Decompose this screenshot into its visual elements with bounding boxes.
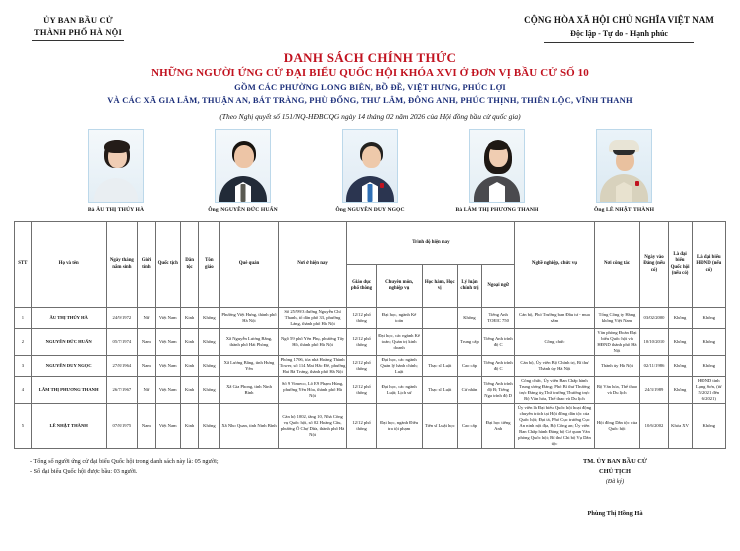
cell-politics: Cao cấp: [457, 404, 481, 449]
cell-specialty: Đại học, các ngành Luật; Lịch sử: [376, 377, 422, 404]
national-motto: Độc lập - Tự do - Hạnh phúc: [570, 29, 668, 38]
national-heading: [524, 14, 714, 43]
candidate-photo-5: [568, 129, 680, 213]
th-name: Họ và tên: [31, 222, 106, 308]
cell-stt: 5: [15, 404, 32, 449]
cell-nationality: Việt Nam: [155, 404, 180, 449]
portrait-fringe: [488, 141, 508, 150]
cell-nationality: Việt Nam: [155, 329, 180, 356]
cell-name: ÂU THỊ THÚY HÀ: [31, 308, 106, 329]
signature-role: CHỦ TỊCH: [598, 468, 632, 475]
table-group-header-row: [15, 222, 726, 265]
th-party-date: Ngày vào Đảng (nếu có): [640, 222, 668, 308]
page-subtitle: NHỮNG NGƯỜI ỨNG CỬ ĐẠI BIỂU QUỐC HỘI KHÓA XVI Ở ĐƠN VỊ BẦU CỬ SỐ 10: [151, 67, 589, 79]
cell-hdnd-deputy: Không: [692, 329, 725, 356]
cell-dob: 26/7/1967: [106, 377, 137, 404]
cell-gender: Nam: [137, 404, 155, 449]
constituency-wards: GỒM CÁC PHƯỜNG LONG BIÊN, BỒ ĐỀ, VIỆT HƯNG, PHÚC LỢI: [234, 82, 506, 92]
cell-education: 12/12 phổ thông: [347, 377, 376, 404]
cell-dob: 24/9/1972: [106, 308, 137, 329]
th-hdnd-deputy: Là đại biểu HĐND (nếu có): [692, 222, 725, 308]
cell-name: LÂM THỊ PHƯƠNG THANH: [31, 377, 106, 404]
table-row: [15, 329, 726, 356]
portrait-tie: [368, 184, 373, 202]
cell-hometown: Xã Nguyễn Lương Bằng, thành phố Hải Phòng: [220, 329, 278, 356]
cell-academic: [422, 329, 457, 356]
candidate-photo-3: [314, 129, 426, 213]
th-ethnicity: Dân tộc: [180, 222, 199, 308]
th-nationality: Quốc tịch: [155, 222, 180, 308]
candidate-photo-2: [187, 129, 299, 213]
th-religion: Tôn giáo: [199, 222, 220, 308]
th-language: Ngoại ngữ: [481, 265, 514, 308]
th-qualification-group: Trình độ hiện nay: [347, 222, 515, 265]
authority-line-2: THÀNH PHỐ HÀ NỘI: [34, 27, 122, 37]
cell-residence: Căn hộ 1002, tầng 10, Nhà Công vụ Quốc hội, số 02 Hoàng Cầu, phường Ô Chợ Dừa, thành phố Hà Nội: [278, 404, 347, 449]
motto-underline: [544, 42, 694, 43]
cell-residence: Số 25/99/3 đường Nguyễn Chí Thanh, tổ dân phố 33, phường Láng, thành phố Hà Nội: [278, 308, 347, 329]
cell-workplace: Hội đồng Dân tộc của Quốc hội: [594, 404, 640, 449]
candidate-photo-row: [60, 129, 680, 213]
cell-gender: Nam: [137, 356, 155, 377]
th-residence: Nơi ở hiện nay: [278, 222, 347, 308]
cell-party-date: 10/6/2002: [640, 404, 668, 449]
cell-residence: Số 9 Vimeco, Lô E9 Phạm Hùng, phường Yên Hòa, thành phố Hà Nội: [278, 377, 347, 404]
cell-dob: 05/7/1974: [106, 329, 137, 356]
cell-workplace: Bộ Văn hóa, Thể thao và Du lịch: [594, 377, 640, 404]
constituency-communes: VÀ CÁC XÃ GIA LÂM, THUẬN AN, BÁT TRÀNG, PHÙ ĐỔNG, THƯ LÂM, ĐÔNG ANH, PHÚC THỊNH, THIÊN LỘC, VĨNH THANH: [107, 95, 633, 105]
th-gender: Giới tính: [137, 222, 155, 308]
cell-dob: 07/8/1975: [106, 404, 137, 449]
portrait-frame: [88, 129, 144, 203]
table-row: [15, 308, 726, 329]
cell-party-date: 24/3/1989: [640, 377, 668, 404]
cell-ethnicity: Kinh: [180, 329, 199, 356]
cell-hdnd-deputy: Không: [692, 404, 725, 449]
cell-na-deputy: Khóa XV: [668, 404, 692, 449]
candidate-table-body: [15, 308, 726, 449]
cell-academic: Tiến sĩ Luật học: [422, 404, 457, 449]
signature-name: Phùng Thị Hồng Hà: [587, 510, 643, 517]
document-header: [14, 10, 726, 43]
issuing-authority: [32, 14, 124, 41]
cell-na-deputy: Không: [668, 308, 692, 329]
portrait-frame: [596, 129, 652, 203]
cell-stt: 1: [15, 308, 32, 329]
cell-language: Tiếng Anh trình độ B; Tiếng Nga trình độ D: [481, 377, 514, 404]
authority-underline: [32, 40, 124, 41]
footer-notes: [30, 457, 219, 519]
cell-hometown: Phường Việt Hưng, thành phố Hà Nội: [220, 308, 278, 329]
cell-nationality: Việt Nam: [155, 308, 180, 329]
cell-politics: Cử nhân: [457, 377, 481, 404]
portrait-face: [234, 145, 254, 168]
cell-na-deputy: Không: [668, 356, 692, 377]
th-workplace: Nơi công tác: [594, 222, 640, 308]
cell-gender: Nữ: [137, 377, 155, 404]
cell-hdnd-deputy: HĐND tỉnh Lạng Sơn, (từ 5/2021 đến 6/2021): [692, 377, 725, 404]
cell-gender: Nam: [137, 329, 155, 356]
cell-politics: Cao cấp: [457, 356, 481, 377]
candidate-photo-4: [441, 129, 553, 213]
title-block: [14, 50, 726, 122]
cell-workplace: Tổng Công ty Hàng không Việt Nam: [594, 308, 640, 329]
candidate-photo-caption: Ông LÊ NHẬT THÀNH: [593, 207, 655, 213]
portrait-fringe: [104, 140, 130, 153]
cell-hdnd-deputy: Không: [692, 308, 725, 329]
cell-stt: 2: [15, 329, 32, 356]
cell-academic: Thạc sĩ Luật: [422, 377, 457, 404]
cell-education: 12/12 phổ thông: [347, 356, 376, 377]
portrait-lapel-badge: [380, 183, 384, 188]
cell-education: 12/12 phổ thông: [347, 308, 376, 329]
cell-na-deputy: Không: [668, 377, 692, 404]
cell-hometown: Xã Gia Phong, tỉnh Ninh Bình: [220, 377, 278, 404]
th-na-deputy: Là đại biểu Quốc hội (nếu có): [668, 222, 692, 308]
cell-religion: Không: [199, 377, 220, 404]
cell-hometown: Xã Lương Bằng, tỉnh Hưng Yên: [220, 356, 278, 377]
cell-name: NGUYỄN DUY NGỌC: [31, 356, 106, 377]
cell-ethnicity: Kinh: [180, 404, 199, 449]
th-stt: STT: [15, 222, 32, 308]
cell-religion: Không: [199, 356, 220, 377]
cell-ethnicity: Kinh: [180, 377, 199, 404]
portrait-frame: [469, 129, 525, 203]
cell-ethnicity: Kinh: [180, 308, 199, 329]
page-title: DANH SÁCH CHÍNH THỨC: [283, 50, 457, 65]
cell-language: Tiếng Anh TOEIC 750: [481, 308, 514, 329]
candidate-photo-caption: Bà LÂM THỊ PHƯƠNG THANH: [455, 207, 539, 213]
signature-signed-mark: (Đã ký): [605, 479, 625, 485]
cell-occupation: Công chức, Ủy viên Ban Chấp hành Trung ương Đảng; Phó Bí thư Thường trực Đảng ủy,Thứ trưởng Thường trực Bộ Văn hóa, Thể thao và Du lịch: [515, 377, 594, 404]
portrait-cap-visor: [613, 150, 635, 155]
th-dob: Ngày tháng năm sinh: [106, 222, 137, 308]
cell-politics: Trung cấp: [457, 329, 481, 356]
cell-language: Tiếng Anh trình độ C: [481, 329, 514, 356]
cell-hdnd-deputy: Không: [692, 356, 725, 377]
cell-specialty: Đại học, các ngành Quản lý hành chính; Luật: [376, 356, 422, 377]
candidate-photo-caption: Bà ÂU THỊ THÚY HÀ: [87, 207, 145, 213]
table-row: [15, 356, 726, 377]
cell-party-date: 03/02/2000: [640, 308, 668, 329]
cell-name: NGUYỄN ĐỨC HUẤN: [31, 329, 106, 356]
candidate-table: [14, 221, 726, 449]
cell-dob: 27/8/1964: [106, 356, 137, 377]
authority-line-1: ỦY BAN BẦU CỬ: [43, 15, 113, 25]
th-academic: Học hàm, Học vị: [422, 265, 457, 308]
table-row: [15, 377, 726, 404]
cell-workplace: Văn phòng Đoàn Đại biểu Quốc hội và HĐND thành phố Hà Nội: [594, 329, 640, 356]
cell-gender: Nữ: [137, 308, 155, 329]
cell-occupation: Cán bộ, Ủy viên Bộ Chính trị, Bí thư Thành ủy Hà Nội: [515, 356, 594, 377]
portrait-flag-badge: [635, 181, 639, 186]
cell-education: 12/12 phổ thông: [347, 404, 376, 449]
th-hometown: Quê quán: [220, 222, 278, 308]
th-specialty: Chuyên môn, nghiệp vụ: [376, 265, 422, 308]
country-name: CỘNG HÒA XÃ HỘI CHỦ NGHĨA VIỆT NAM: [524, 15, 714, 25]
cell-academic: Thạc sĩ Luật: [422, 356, 457, 377]
cell-residence: Ngõ 59 phố Yên Phụ, phường Tây Hồ, thành phố Hà Nội: [278, 329, 347, 356]
th-occupation: Nghề nghiệp, chức vụ: [515, 222, 594, 308]
cell-workplace: Thành ủy Hà Nội: [594, 356, 640, 377]
candidate-photo-1: [60, 129, 172, 213]
cell-occupation: Công chức: [515, 329, 594, 356]
cell-religion: Không: [199, 404, 220, 449]
cell-academic: [422, 308, 457, 329]
signature-block: [520, 457, 710, 519]
cell-party-date: 10/10/2010: [640, 329, 668, 356]
cell-hometown: Xã Nho Quan, tỉnh Ninh Bình: [220, 404, 278, 449]
cell-occupation: Cán bộ, Phó Trưởng ban Đầu tư - mua sắm: [515, 308, 594, 329]
cell-occupation: Ủy viên là Đại biểu Quốc hội hoạt động chuyên trách tại Hội đồng dân tộc của Quốc hội; Đại tá, Phó Cục trưởng Cục An ninh nội địa, Bộ Công an; Ủy viên Ban Chấp hành Đảng bộ Cơ quan Văn phòng Quốc hội; Bí thư Chi bộ Vụ Dân tộc: [515, 404, 594, 449]
cell-nationality: Việt Nam: [155, 356, 180, 377]
cell-name: LÊ NHẬT THÀNH: [31, 404, 106, 449]
th-politics: Lý luận chính trị: [457, 265, 481, 308]
cell-stt: 4: [15, 377, 32, 404]
cell-na-deputy: Không: [668, 329, 692, 356]
cell-language: Đại học tiếng Anh: [481, 404, 514, 449]
cell-religion: Không: [199, 329, 220, 356]
signature-org: TM. ỦY BAN BẦU CỬ: [583, 458, 647, 465]
cell-specialty: Đại học, các ngành Kế toán; Quản trị kinh doanh: [376, 329, 422, 356]
portrait-frame: [215, 129, 271, 203]
candidate-photo-caption: Ông NGUYỄN DUY NGỌC: [335, 207, 405, 213]
portrait-tie: [241, 184, 246, 202]
cell-religion: Không: [199, 308, 220, 329]
cell-ethnicity: Kinh: [180, 356, 199, 377]
cell-specialty: Đại học, ngành Kế toán: [376, 308, 422, 329]
cell-party-date: 02/11/1986: [640, 356, 668, 377]
document-footer: [30, 457, 710, 519]
candidate-photo-caption: Ông NGUYỄN ĐỨC HUẤN: [208, 207, 278, 213]
portrait-face: [362, 146, 381, 168]
th-education: Giáo dục phổ thông: [347, 265, 376, 308]
cell-politics: Không: [457, 308, 481, 329]
cell-residence: Phòng 1706, tòa nhà Hoàng Thành Tower, số 114 Mai Hắc Đế, phường Hai Bà Trưng, thành phố Hà Nội: [278, 356, 347, 377]
cell-specialty: Đại học, ngành Điều tra tội phạm: [376, 404, 422, 449]
cell-education: 12/12 phổ thông: [347, 329, 376, 356]
table-row: [15, 404, 726, 449]
cell-language: Tiếng Anh trình độ C: [481, 356, 514, 377]
total-candidates-note: - Tổng số người ứng cử đại biểu Quốc hội trong danh sách này là: 05 người;: [30, 458, 219, 465]
cell-nationality: Việt Nam: [155, 377, 180, 404]
seats-note: - Số đại biểu Quốc hội được bầu: 03 người.: [30, 468, 138, 475]
cell-stt: 3: [15, 356, 32, 377]
portrait-frame: [342, 129, 398, 203]
resolution-note: (Theo Nghị quyết số 151/NQ-HĐBCQG ngày 14 tháng 02 năm 2026 của Hội đồng bầu cử quốc gia): [219, 112, 521, 121]
